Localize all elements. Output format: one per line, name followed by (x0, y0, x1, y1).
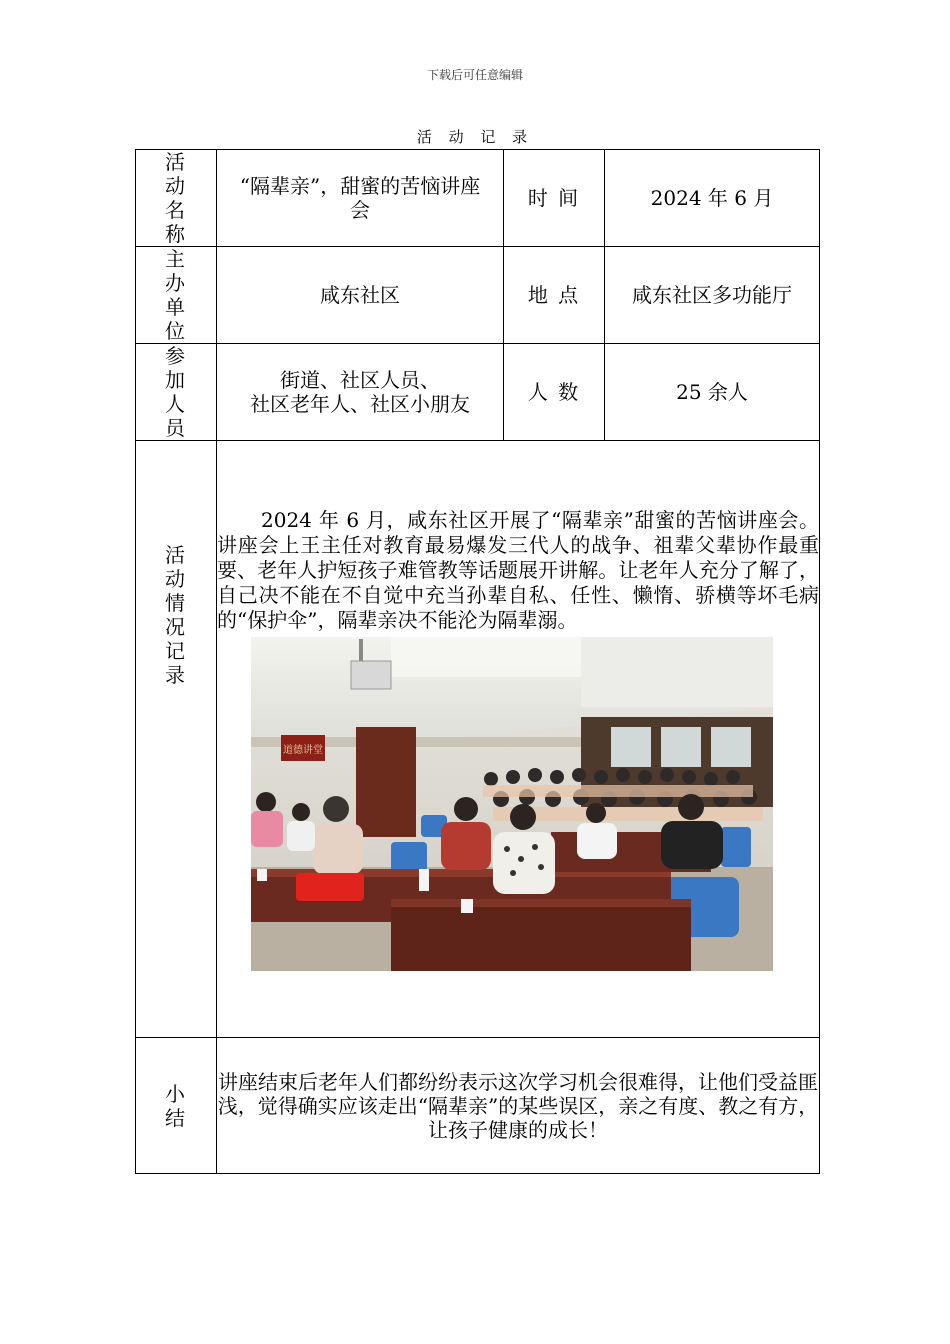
place-value: 咸东社区多功能厅 (605, 247, 820, 344)
row-summary (136, 1038, 820, 1174)
participants-label: 参加人员 (136, 344, 217, 441)
activity-name-value: “隔辈亲”，甜蜜的苦恼讲座会 (217, 150, 504, 247)
lecture-photo-illustration (251, 637, 773, 971)
svg-text:道德讲堂: 道德讲堂 (283, 744, 323, 756)
time-value: 2024 年 6 月 (605, 150, 820, 247)
row-record (136, 441, 820, 1038)
document-title: 活 动 记 录 (416, 128, 534, 146)
record-label: 活动情况记录 (136, 441, 217, 1038)
place-label: 地 点 (504, 247, 605, 344)
summary-content: 讲座结束后老年人们都纷纷表示这次学习机会很难得，让他们受益匪浅，觉得确实应该走出“隔辈亲”的某些误区，亲之有度、教之有方，让孩子健康的成长！ (217, 1038, 820, 1174)
time-label: 时 间 (504, 150, 605, 247)
activity-name-label: 活动名称 (136, 150, 217, 247)
record-paragraph: 2024 年 6 月，咸东社区开展了“隔辈亲”甜蜜的苦恼讲座会。讲座会上王主任对教育最易爆发三代人的战争、祖辈父辈协作最重要、老年人护短孩子难管教等话题展开讲解。让老年人充分了解了，自己决不能在不自觉中充当孙辈自私、任性、懒惰、骄横等坏毛病的“保护伞”，隔辈亲决不能沦为隔辈溺。 (217, 507, 819, 632)
record-content (217, 441, 820, 1038)
count-label: 人 数 (504, 344, 605, 441)
row-host (136, 247, 820, 344)
header-note: 下载后可任意编辑 (426, 68, 523, 82)
summary-label: 小结 (136, 1038, 217, 1174)
participants-value (217, 344, 504, 441)
row-participants (136, 344, 820, 441)
participants-line-1: 街道、社区人员、 (280, 368, 440, 392)
host-value: 咸东社区 (217, 247, 504, 344)
host-label: 主办单位 (136, 247, 217, 344)
count-value: 25 余人 (605, 344, 820, 441)
activity-photo (251, 637, 773, 971)
participants-line-2: 社区老年人、社区小朋友 (250, 392, 470, 416)
row-activity-name (136, 150, 820, 247)
activity-record-table (135, 149, 820, 1174)
